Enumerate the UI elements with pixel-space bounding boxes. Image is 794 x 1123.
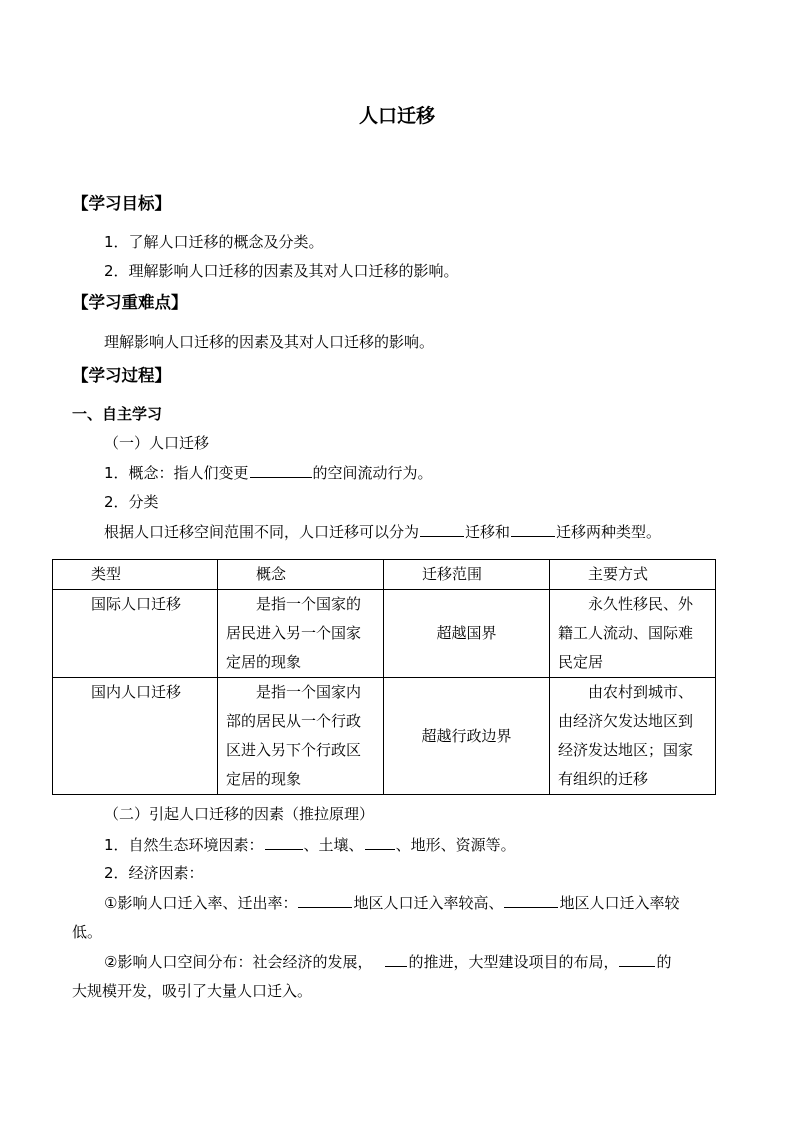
classify-text-b: 迁移和 <box>465 523 511 541</box>
natural-blank-1[interactable] <box>265 835 303 850</box>
economic-line-1-cont: 低。 <box>72 923 103 941</box>
e2-blank-1[interactable] <box>385 952 407 967</box>
natural-blank-2[interactable] <box>365 835 395 850</box>
goals-heading: 【学习目标】 <box>72 194 171 213</box>
concept-text-a: 1．概念：指人们变更 <box>104 464 249 482</box>
e2-text-b: 的推进，大型建设项目的布局， <box>408 953 619 971</box>
classify-text-a: 根据人口迁移空间范围不同，人口迁移可以分为 <box>104 523 420 541</box>
natural-text-c: 、地形、资源等。 <box>395 836 516 854</box>
concept-blank[interactable] <box>250 463 312 478</box>
row2-concept: 是指一个国家内部的居民从一个行政区进入另下个行政区定居的现象 <box>218 678 384 795</box>
e1-text-c: 地区人口迁入率较 <box>559 894 680 912</box>
subsection-factors: （二）引起人口迁移的因素（推拉原理） <box>104 805 375 823</box>
key-points-text: 理解影响人口迁移的因素及其对人口迁移的影响。 <box>104 333 435 351</box>
economic-line-2 <box>104 952 671 973</box>
process-heading: 【学习过程】 <box>72 366 171 385</box>
e2-text-a: ②影响人口空间分布：社会经济的发展， <box>104 953 373 971</box>
row2-scope: 超越行政边界 <box>384 678 550 795</box>
row2-method: 由农村到城市、由经济欠发达地区到经济发达地区；国家有组织的迁移 <box>550 678 716 795</box>
row2-type: 国内人口迁移 <box>53 678 218 795</box>
e2-text-c: 的 <box>656 953 672 971</box>
economic-heading: 2．经济因素： <box>104 864 204 882</box>
classify-blank-2[interactable] <box>511 522 555 537</box>
e1-text-b: 地区人口迁入率较高、 <box>353 894 504 912</box>
page-title: 人口迁移 <box>358 105 435 127</box>
row1-method: 永久性移民、外籍工人流动、国际难民定居 <box>550 590 716 678</box>
goal-item-2: 2．理解影响人口迁移的因素及其对人口迁移的影响。 <box>104 262 459 280</box>
table-header-row <box>53 560 716 590</box>
row1-concept: 是指一个国家的居民进入另一个国家定居的现象 <box>218 590 384 678</box>
natural-text-a: 1．自然生态环境因素： <box>104 836 264 854</box>
subsection-migration: （一）人口迁移 <box>104 434 210 452</box>
key-points-heading: 【学习重难点】 <box>72 293 188 312</box>
concept-text-b: 的空间流动行为。 <box>312 464 433 482</box>
classify-heading: 2．分类 <box>104 493 159 511</box>
table-row <box>53 678 716 795</box>
header-type: 类型 <box>53 560 218 590</box>
e1-blank-2[interactable] <box>504 893 558 908</box>
e2-blank-2[interactable] <box>619 952 655 967</box>
natural-factors-line <box>104 835 516 856</box>
migration-table <box>52 559 716 795</box>
goal-item-1: 1．了解人口迁移的概念及分类。 <box>104 233 324 251</box>
header-method: 主要方式 <box>550 560 716 590</box>
row1-scope: 超越国界 <box>384 590 550 678</box>
natural-text-b: 、土壤、 <box>303 836 364 854</box>
header-scope: 迁移范围 <box>384 560 550 590</box>
header-concept: 概念 <box>218 560 384 590</box>
e1-blank-1[interactable] <box>298 893 352 908</box>
table-row <box>53 590 716 678</box>
row1-type: 国际人口迁移 <box>53 590 218 678</box>
concept-line <box>104 463 433 484</box>
economic-line-2-cont: 大规模开发，吸引了大量人口迁入。 <box>72 982 313 1000</box>
e1-text-a: ①影响人口迁入率、迁出率： <box>104 894 298 912</box>
classify-text-c: 迁移两种类型。 <box>556 523 662 541</box>
part1-heading: 一、自主学习 <box>72 405 163 423</box>
economic-line-1 <box>104 893 679 914</box>
classify-blank-1[interactable] <box>420 522 464 537</box>
classify-line <box>104 522 661 543</box>
